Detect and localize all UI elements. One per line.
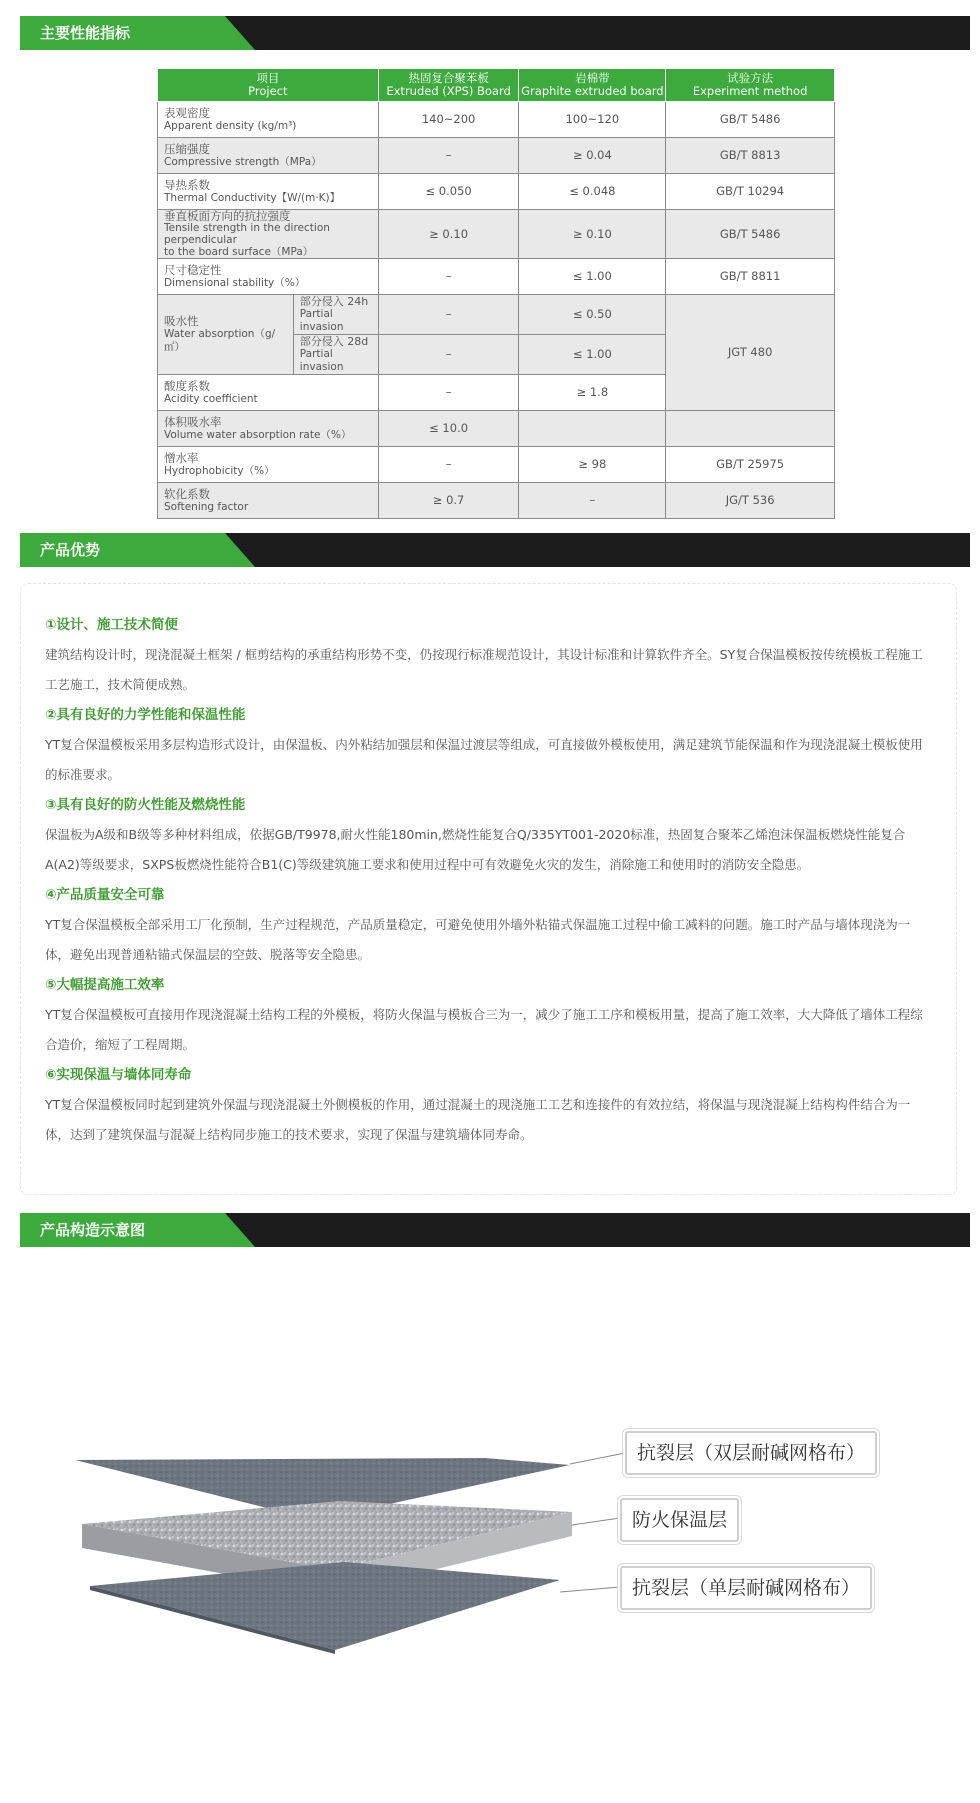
row-label: 压缩强度 Compressive strength（MPa） xyxy=(158,138,379,174)
section-header-structure xyxy=(20,1213,970,1247)
table-row xyxy=(158,259,835,295)
section-title: 产品构造示意图 xyxy=(40,1221,146,1239)
table-row xyxy=(158,138,835,174)
table-row xyxy=(158,411,835,447)
cell-xps: – xyxy=(378,295,519,335)
header-xps: 热固复合聚苯板 Extruded (XPS) Board xyxy=(378,69,519,102)
section-header-advantages xyxy=(20,533,970,567)
row-label-water: 吸水性 Water absorption（g/㎡） xyxy=(158,295,294,375)
table-row xyxy=(158,102,835,138)
label-top-crack-layer: 抗裂层（双层耐碱网格布） xyxy=(625,1431,877,1475)
table-row xyxy=(158,174,835,210)
cell-rock: ≥ 98 xyxy=(519,447,666,483)
spec-table xyxy=(157,68,835,519)
cell-rock xyxy=(519,411,666,447)
row-label: 垂直板面方向的抗拉强度 Tensile strength in the direction perpendicular to the board surface（MPa） xyxy=(158,210,379,259)
advantage-text: 建筑结构设计时，现浇混凝土框架 / 框剪结构的承重结构形势不变，仍按现行标准规范设计，其设计标准和计算软件齐全。SY复合保温模板按传统模板工程施工工艺施工，技术简便成熟。 xyxy=(45,647,923,692)
table-row xyxy=(158,447,835,483)
row-label: 表观密度 Apparent density (kg/m³) xyxy=(158,102,379,138)
advantage-title: ⑥实现保温与墙体同寿命 xyxy=(45,1067,192,1083)
leader-line xyxy=(572,1518,620,1525)
cell-method: JG/T 536 xyxy=(666,483,835,519)
row-label: 尺寸稳定性 Dimensional stability（%） xyxy=(158,259,379,295)
sub-label: 部分侵入 28d Partial invasion xyxy=(293,335,378,375)
header-method: 试验方法 Experiment method xyxy=(666,69,835,102)
leader-line xyxy=(560,1587,620,1592)
section-header-specs xyxy=(20,16,970,50)
table-row xyxy=(158,210,835,259)
leader-line xyxy=(570,1453,625,1464)
structure-diagram xyxy=(0,1360,980,1700)
cell-rock: ≥ 0.10 xyxy=(519,210,666,259)
advantage-title: ⑤大幅提高施工效率 xyxy=(45,977,165,993)
cell-xps: – xyxy=(378,335,519,375)
label-fireproof-layer: 防火保温层 xyxy=(620,1498,739,1542)
row-label: 憎水率 Hydrophobicity（%） xyxy=(158,447,379,483)
advantage-title: ①设计、施工技术简便 xyxy=(45,617,178,633)
cell-xps: – xyxy=(378,138,519,174)
advantage-text: YT复合保温模板全部采用工厂化预制，生产过程规范，产品质量稳定，可避免使用外墙外粘锚式保温施工过程中偷工减料的问题。施工时产品与墙体现浇为一体，避免出现普通粘锚式保温层的空鼓、脱落等安全隐患。 xyxy=(45,917,911,962)
advantage-text: YT复合保温模板可直接用作现浇混凝土结构工程的外模板，将防火保温与模板合三为一，减少了施工工序和模板用量，提高了施工效率，大大降低了墙体工程综合造价，缩短了工程周期。 xyxy=(45,1007,923,1052)
advantage-title: ④产品质量安全可靠 xyxy=(45,887,165,903)
cell-xps: ≥ 0.10 xyxy=(378,210,519,259)
table-row xyxy=(158,295,835,335)
row-label: 体积吸水率 Volume water absorption rate（%） xyxy=(158,411,379,447)
cell-method: GB/T 5486 xyxy=(666,102,835,138)
cell-rock: ≤ 0.50 xyxy=(519,295,666,335)
table-header-row xyxy=(158,69,835,102)
cell-rock: ≥ 0.04 xyxy=(519,138,666,174)
header-project: 项目 Project xyxy=(158,69,379,102)
row-label: 软化系数 Softening factor xyxy=(158,483,379,519)
cell-method: GB/T 8813 xyxy=(666,138,835,174)
cell-xps: ≥ 0.7 xyxy=(378,483,519,519)
layer-illustration xyxy=(0,1360,980,1700)
cell-method xyxy=(666,411,835,447)
cell-method: JGT 480 xyxy=(666,295,835,411)
row-label: 酸度系数 Acidity coefficient xyxy=(158,375,379,411)
cell-method: GB/T 8811 xyxy=(666,259,835,295)
cell-xps: – xyxy=(378,259,519,295)
cell-rock: 100~120 xyxy=(519,102,666,138)
cell-xps: ≤ 10.0 xyxy=(378,411,519,447)
header-rock: 岩棉带 Graphite extruded board xyxy=(519,69,666,102)
advantage-title: ②具有良好的力学性能和保温性能 xyxy=(45,707,246,723)
cell-xps: – xyxy=(378,375,519,411)
cell-xps: 140~200 xyxy=(378,102,519,138)
cell-rock: ≤ 1.00 xyxy=(519,259,666,295)
section-title: 主要性能指标 xyxy=(40,24,131,42)
cell-method: GB/T 10294 xyxy=(666,174,835,210)
cell-rock: ≤ 1.00 xyxy=(519,335,666,375)
cell-xps: – xyxy=(378,447,519,483)
advantages-box xyxy=(20,583,957,1195)
cell-rock: – xyxy=(519,483,666,519)
cell-xps: ≤ 0.050 xyxy=(378,174,519,210)
advantage-text: YT复合保温模板采用多层构造形式设计，由保温板、内外粘结加强层和保温过渡层等组成，可直接做外模板使用，满足建筑节能保温和作为现浇混凝土模板使用的标准要求。 xyxy=(45,737,923,782)
advantage-title: ③具有良好的防火性能及燃烧性能 xyxy=(45,797,246,813)
row-label: 导热系数 Thermal Conductivity【W/(m·K)】 xyxy=(158,174,379,210)
table-row xyxy=(158,483,835,519)
cell-method: GB/T 5486 xyxy=(666,210,835,259)
label-bottom-crack-layer: 抗裂层（单层耐碱网格布） xyxy=(620,1566,872,1610)
section-title: 产品优势 xyxy=(40,541,101,559)
advantage-text: YT复合保温模板同时起到建筑外保温与现浇混凝土外侧模板的作用，通过混凝土的现浇施工工艺和连接件的有效拉结，将保温与现浇混凝上结构构件结合为一体，达到了建筑保温与混凝上结构同步施工的技术要求，实现了保温与建筑墙体同寿命。 xyxy=(45,1097,911,1142)
advantage-text: 保温板为A级和B级等多种材料组成，依据GB/T9978,耐火性能180min,燃烧性能复合Q/335YT001-2020标准，热固复合聚苯乙烯泡沫保温板燃烧性能复合A(A2)等级要求，SXPS板燃烧性能符合B1(C)等级建筑施工要求和使用过程中可有效避免火灾的发生，消除施工和使用时的消防安全隐患。 xyxy=(45,827,906,872)
cell-method: GB/T 25975 xyxy=(666,447,835,483)
sub-label: 部分侵入 24h Partial invasion xyxy=(293,295,378,335)
cell-rock: ≤ 0.048 xyxy=(519,174,666,210)
cell-rock: ≥ 1.8 xyxy=(519,375,666,411)
